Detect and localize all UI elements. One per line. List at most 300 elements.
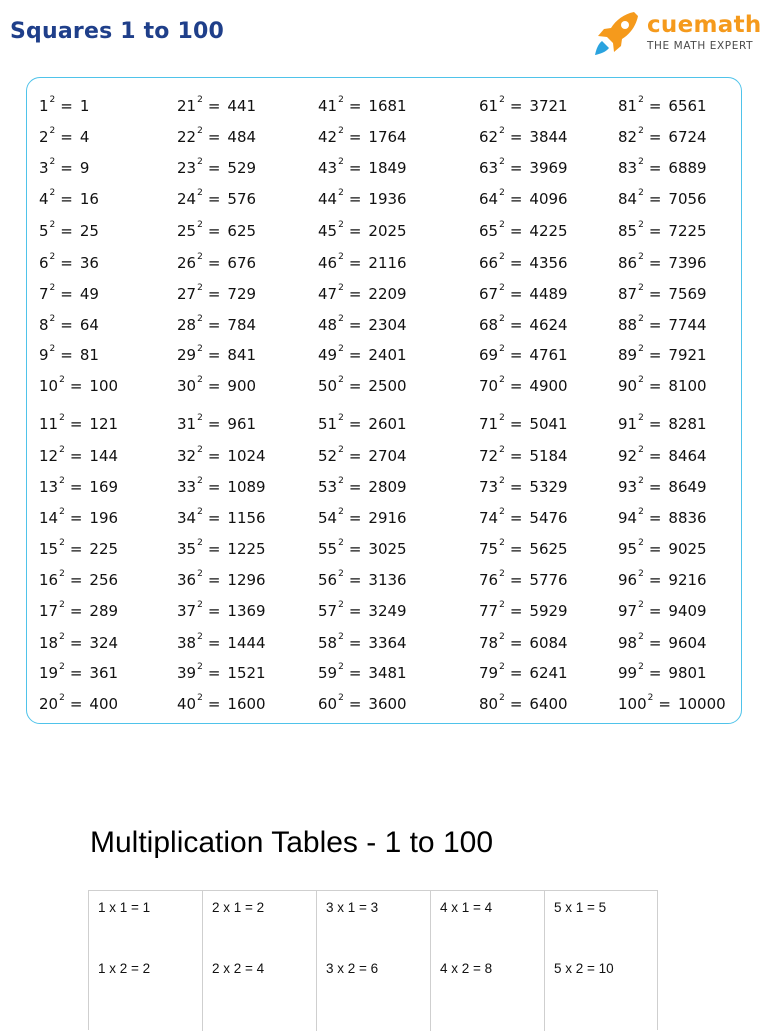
equals-sign: = — [509, 571, 523, 589]
multiplication-table — [88, 890, 658, 1030]
square-base: 69 — [479, 346, 499, 364]
equals-sign: = — [207, 128, 221, 146]
square-value: 6561 — [668, 97, 707, 115]
square-base: 19 — [39, 664, 59, 682]
square-exponent: 2 — [338, 283, 344, 293]
equals-sign: = — [348, 540, 362, 558]
square-base: 74 — [479, 509, 499, 527]
cuemath-logo[interactable] — [590, 6, 762, 58]
equals-sign: = — [348, 190, 362, 208]
square-value: 5184 — [529, 447, 568, 465]
square-entry — [177, 664, 266, 682]
equals-sign: = — [648, 346, 662, 364]
square-value: 3969 — [529, 159, 568, 177]
square-value: 729 — [227, 285, 257, 303]
square-base: 21 — [177, 97, 197, 115]
multiplication-title: Multiplication Tables - 1 to 100 — [90, 826, 494, 859]
square-entry — [618, 634, 707, 652]
square-exponent: 2 — [59, 445, 65, 455]
square-entry — [318, 97, 407, 115]
square-entry — [479, 254, 568, 272]
equals-sign: = — [348, 285, 362, 303]
square-entry — [618, 664, 707, 682]
square-base: 42 — [318, 128, 338, 146]
square-value: 7396 — [668, 254, 707, 272]
square-entry — [479, 634, 568, 652]
square-value: 2704 — [368, 447, 407, 465]
equals-sign: = — [509, 540, 523, 558]
equals-sign: = — [348, 97, 362, 115]
square-exponent: 2 — [638, 157, 644, 167]
square-base: 47 — [318, 285, 338, 303]
square-exponent: 2 — [499, 252, 505, 262]
square-base: 10 — [39, 377, 59, 395]
square-value: 2500 — [368, 377, 407, 395]
equals-sign: = — [207, 447, 221, 465]
equals-sign: = — [509, 695, 523, 713]
square-entry — [479, 571, 568, 589]
square-base: 86 — [618, 254, 638, 272]
square-entry — [618, 128, 707, 146]
equals-sign: = — [60, 190, 73, 208]
equals-sign: = — [509, 346, 523, 364]
square-exponent: 2 — [59, 693, 65, 703]
square-base: 61 — [479, 97, 499, 115]
equals-sign: = — [69, 571, 83, 589]
square-entry — [177, 540, 266, 558]
square-exponent: 2 — [638, 220, 644, 230]
square-base: 15 — [39, 540, 59, 558]
logo-name: cuemath — [647, 12, 762, 38]
square-base: 33 — [177, 478, 197, 496]
equals-sign: = — [207, 377, 221, 395]
square-value: 676 — [227, 254, 257, 272]
square-exponent: 2 — [338, 600, 344, 610]
square-exponent: 2 — [499, 344, 505, 354]
square-value: 9 — [79, 159, 90, 177]
square-base: 11 — [39, 415, 59, 433]
equals-sign: = — [207, 254, 221, 272]
square-value: 1764 — [368, 128, 407, 146]
square-value: 8281 — [668, 415, 707, 433]
equals-sign: = — [69, 634, 83, 652]
square-value: 7569 — [668, 285, 707, 303]
square-exponent: 2 — [197, 445, 203, 455]
square-exponent: 2 — [499, 220, 505, 230]
equals-sign: = — [207, 664, 221, 682]
square-value: 169 — [89, 478, 119, 496]
square-exponent: 2 — [197, 314, 203, 324]
square-exponent: 2 — [338, 220, 344, 230]
square-exponent: 2 — [638, 252, 644, 262]
square-base: 28 — [177, 316, 197, 334]
square-entry — [177, 346, 256, 364]
equals-sign: = — [648, 634, 662, 652]
multiplication-cell: 2 x 1 = 2 — [212, 900, 265, 915]
square-exponent: 2 — [499, 283, 505, 293]
square-exponent: 2 — [338, 252, 344, 262]
square-entry — [318, 695, 407, 713]
square-value: 3600 — [368, 695, 407, 713]
square-exponent: 2 — [638, 538, 644, 548]
equals-sign: = — [648, 159, 662, 177]
square-value: 576 — [227, 190, 257, 208]
square-base: 85 — [618, 222, 638, 240]
square-value: 16 — [79, 190, 99, 208]
square-exponent: 2 — [49, 283, 56, 293]
square-base: 80 — [479, 695, 499, 713]
square-value: 8836 — [668, 509, 707, 527]
square-base: 1 — [39, 97, 49, 115]
square-value: 400 — [89, 695, 119, 713]
square-base: 24 — [177, 190, 197, 208]
square-entry — [479, 159, 568, 177]
square-entry — [318, 447, 407, 465]
square-exponent: 2 — [338, 662, 344, 672]
square-exponent: 2 — [59, 632, 65, 642]
equals-sign: = — [648, 540, 662, 558]
square-exponent: 2 — [197, 632, 203, 642]
equals-sign: = — [348, 377, 362, 395]
square-entry — [479, 128, 568, 146]
square-entry — [177, 316, 256, 334]
equals-sign: = — [348, 571, 362, 589]
square-base: 81 — [618, 97, 638, 115]
square-entry — [318, 478, 407, 496]
multiplication-cell: 3 x 2 = 6 — [326, 961, 379, 976]
square-exponent: 2 — [197, 157, 203, 167]
square-value: 4900 — [529, 377, 568, 395]
square-entry — [618, 447, 707, 465]
square-value: 3721 — [529, 97, 568, 115]
square-entry — [618, 602, 707, 620]
square-entry — [479, 478, 568, 496]
square-base: 44 — [318, 190, 338, 208]
square-exponent: 2 — [499, 507, 505, 517]
square-base: 66 — [479, 254, 499, 272]
square-value: 1024 — [227, 447, 266, 465]
square-exponent: 2 — [197, 375, 203, 385]
square-base: 3 — [39, 159, 49, 177]
multiplication-column — [431, 891, 545, 1031]
square-exponent: 2 — [338, 632, 344, 642]
multiplication-cell: 5 x 2 = 10 — [554, 961, 614, 976]
square-exponent: 2 — [499, 632, 505, 642]
square-value: 5041 — [529, 415, 568, 433]
square-value: 3249 — [368, 602, 407, 620]
equals-sign: = — [509, 254, 523, 272]
square-exponent: 2 — [338, 445, 344, 455]
equals-sign: = — [348, 447, 362, 465]
equals-sign: = — [207, 540, 221, 558]
square-exponent: 2 — [338, 314, 344, 324]
square-base: 45 — [318, 222, 338, 240]
square-value: 256 — [89, 571, 119, 589]
square-base: 4 — [39, 190, 49, 208]
square-base: 43 — [318, 159, 338, 177]
square-base: 89 — [618, 346, 638, 364]
equals-sign: = — [60, 159, 73, 177]
square-entry — [318, 128, 407, 146]
square-value: 4761 — [529, 346, 568, 364]
equals-sign: = — [648, 571, 662, 589]
equals-sign: = — [207, 695, 221, 713]
square-exponent: 2 — [638, 344, 644, 354]
square-value: 1521 — [227, 664, 266, 682]
square-exponent: 2 — [197, 569, 203, 579]
square-entry — [479, 222, 568, 240]
equals-sign: = — [207, 509, 221, 527]
rocket-icon — [590, 10, 642, 58]
square-value: 144 — [89, 447, 119, 465]
multiplication-column — [317, 891, 431, 1031]
square-entry — [618, 222, 707, 240]
square-base: 83 — [618, 159, 638, 177]
square-base: 77 — [479, 602, 499, 620]
square-base: 98 — [618, 634, 638, 652]
multiplication-cell: 5 x 1 = 5 — [554, 900, 607, 915]
square-value: 5929 — [529, 602, 568, 620]
square-exponent: 2 — [499, 600, 505, 610]
square-exponent: 2 — [49, 95, 56, 105]
square-exponent: 2 — [338, 538, 344, 548]
equals-sign: = — [207, 316, 221, 334]
multiplication-cell: 4 x 1 = 4 — [440, 900, 493, 915]
equals-sign: = — [648, 377, 662, 395]
square-base: 52 — [318, 447, 338, 465]
equals-sign: = — [648, 478, 662, 496]
equals-sign: = — [658, 695, 671, 713]
square-exponent: 2 — [197, 283, 203, 293]
square-entry — [618, 571, 707, 589]
square-base: 38 — [177, 634, 197, 652]
square-exponent: 2 — [499, 476, 505, 486]
square-value: 289 — [89, 602, 119, 620]
square-exponent: 2 — [59, 476, 65, 486]
square-value: 361 — [89, 664, 119, 682]
equals-sign: = — [69, 377, 83, 395]
equals-sign: = — [207, 159, 221, 177]
equals-sign: = — [348, 222, 362, 240]
square-entry — [479, 415, 568, 433]
square-base: 50 — [318, 377, 338, 395]
square-entry — [479, 540, 568, 558]
square-entry — [39, 128, 89, 146]
square-base: 91 — [618, 415, 638, 433]
square-base: 65 — [479, 222, 499, 240]
square-value: 2304 — [368, 316, 407, 334]
square-exponent: 2 — [338, 693, 344, 703]
equals-sign: = — [648, 602, 662, 620]
square-exponent: 2 — [338, 95, 344, 105]
square-entry — [177, 478, 266, 496]
square-base: 75 — [479, 540, 499, 558]
square-base: 16 — [39, 571, 59, 589]
square-value: 3481 — [368, 664, 407, 682]
square-value: 7744 — [668, 316, 707, 334]
square-base: 9 — [39, 346, 49, 364]
square-value: 9025 — [668, 540, 707, 558]
equals-sign: = — [348, 128, 362, 146]
equals-sign: = — [60, 254, 73, 272]
square-exponent: 2 — [638, 283, 644, 293]
square-base: 30 — [177, 377, 197, 395]
square-base: 97 — [618, 602, 638, 620]
equals-sign: = — [69, 695, 83, 713]
square-value: 2025 — [368, 222, 407, 240]
square-base: 6 — [39, 254, 49, 272]
square-value: 5776 — [529, 571, 568, 589]
equals-sign: = — [348, 509, 362, 527]
equals-sign: = — [69, 509, 83, 527]
square-exponent: 2 — [638, 95, 644, 105]
square-base: 2 — [39, 128, 49, 146]
equals-sign: = — [348, 634, 362, 652]
square-base: 93 — [618, 478, 638, 496]
square-exponent: 2 — [197, 662, 203, 672]
square-value: 1849 — [368, 159, 407, 177]
square-value: 1936 — [368, 190, 407, 208]
equals-sign: = — [69, 664, 83, 682]
equals-sign: = — [509, 447, 523, 465]
square-entry — [39, 478, 118, 496]
square-base: 59 — [318, 664, 338, 682]
square-base: 84 — [618, 190, 638, 208]
multiplication-cell: 3 x 1 = 3 — [326, 900, 379, 915]
equals-sign: = — [207, 222, 221, 240]
square-entry — [479, 190, 568, 208]
equals-sign: = — [348, 346, 362, 364]
equals-sign: = — [509, 285, 523, 303]
square-entry — [479, 509, 568, 527]
square-value: 1225 — [227, 540, 266, 558]
square-entry — [177, 447, 266, 465]
square-base: 78 — [479, 634, 499, 652]
equals-sign: = — [509, 509, 523, 527]
square-base: 60 — [318, 695, 338, 713]
square-entry — [479, 285, 568, 303]
multiplication-cell: 1 x 2 = 2 — [98, 961, 151, 976]
square-base: 32 — [177, 447, 197, 465]
square-exponent: 2 — [499, 693, 505, 703]
square-base: 76 — [479, 571, 499, 589]
equals-sign: = — [60, 97, 73, 115]
square-value: 1369 — [227, 602, 266, 620]
square-value: 7225 — [668, 222, 707, 240]
square-entry — [618, 285, 707, 303]
square-entry — [39, 285, 99, 303]
square-exponent: 2 — [197, 538, 203, 548]
square-exponent: 2 — [499, 126, 505, 136]
square-entry — [318, 602, 407, 620]
square-base: 64 — [479, 190, 499, 208]
square-base: 26 — [177, 254, 197, 272]
square-value: 8649 — [668, 478, 707, 496]
square-entry — [39, 346, 99, 364]
square-entry — [39, 190, 99, 208]
square-base: 36 — [177, 571, 197, 589]
square-entry — [618, 316, 707, 334]
square-base: 48 — [318, 316, 338, 334]
square-value: 225 — [89, 540, 119, 558]
square-entry — [39, 97, 89, 115]
square-entry — [177, 222, 256, 240]
square-value: 5476 — [529, 509, 568, 527]
square-value: 9604 — [668, 634, 707, 652]
square-value: 2916 — [368, 509, 407, 527]
square-value: 64 — [79, 316, 99, 334]
equals-sign: = — [509, 634, 523, 652]
equals-sign: = — [348, 695, 362, 713]
square-value: 4356 — [529, 254, 568, 272]
square-entry — [618, 97, 707, 115]
square-exponent: 2 — [197, 220, 203, 230]
multiplication-cell: 2 x 2 = 4 — [212, 961, 265, 976]
square-entry — [618, 377, 707, 395]
square-exponent: 2 — [49, 157, 56, 167]
equals-sign: = — [648, 447, 662, 465]
square-value: 100 — [89, 377, 119, 395]
equals-sign: = — [207, 285, 221, 303]
square-base: 8 — [39, 316, 49, 334]
equals-sign: = — [207, 602, 221, 620]
square-exponent: 2 — [59, 569, 65, 579]
square-value: 529 — [227, 159, 257, 177]
equals-sign: = — [207, 571, 221, 589]
square-base: 40 — [177, 695, 197, 713]
square-exponent: 2 — [499, 445, 505, 455]
square-entry — [177, 695, 266, 713]
square-value: 4624 — [529, 316, 568, 334]
square-exponent: 2 — [197, 693, 203, 703]
square-value: 4096 — [529, 190, 568, 208]
square-value: 3136 — [368, 571, 407, 589]
equals-sign: = — [69, 447, 83, 465]
square-base: 56 — [318, 571, 338, 589]
square-entry — [177, 254, 256, 272]
square-value: 1089 — [227, 478, 266, 496]
equals-sign: = — [648, 190, 662, 208]
square-exponent: 2 — [638, 413, 644, 423]
square-exponent: 2 — [59, 600, 65, 610]
square-value: 25 — [79, 222, 99, 240]
square-value: 441 — [227, 97, 257, 115]
equals-sign: = — [60, 346, 73, 364]
square-value: 784 — [227, 316, 257, 334]
square-base: 35 — [177, 540, 197, 558]
square-base: 53 — [318, 478, 338, 496]
square-base: 67 — [479, 285, 499, 303]
square-entry — [318, 346, 407, 364]
square-value: 1 — [79, 97, 90, 115]
square-entry — [39, 316, 99, 334]
square-base: 72 — [479, 447, 499, 465]
square-value: 1600 — [227, 695, 266, 713]
square-entry — [177, 571, 266, 589]
equals-sign: = — [348, 254, 362, 272]
equals-sign: = — [648, 285, 662, 303]
square-entry — [318, 377, 407, 395]
equals-sign: = — [509, 316, 523, 334]
equals-sign: = — [207, 190, 221, 208]
square-exponent: 2 — [197, 252, 203, 262]
square-value: 3025 — [368, 540, 407, 558]
square-value: 6400 — [529, 695, 568, 713]
square-entry — [618, 190, 707, 208]
square-entry — [318, 254, 407, 272]
square-exponent: 2 — [638, 569, 644, 579]
square-exponent: 2 — [197, 95, 203, 105]
